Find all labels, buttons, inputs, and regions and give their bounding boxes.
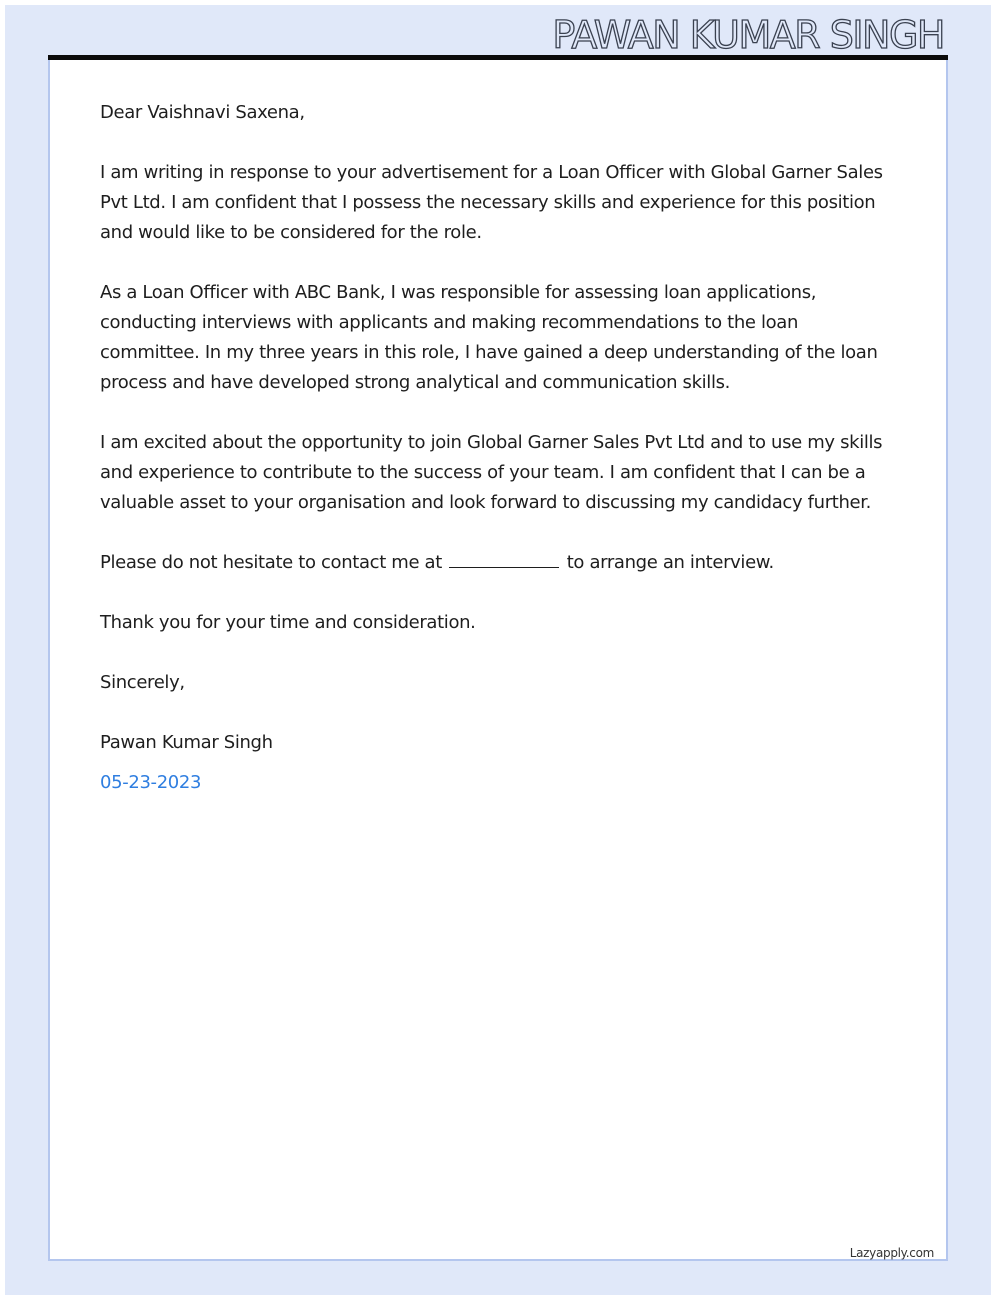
letter-date: 05-23-2023 bbox=[100, 772, 202, 793]
closing: Sincerely, bbox=[100, 672, 185, 693]
applicant-name-heading: PAWAN KUMAR SINGH bbox=[552, 13, 944, 57]
paragraph-intro: I am writing in response to your advertisement for a Loan Officer with Global Garner Sales Pvt Ltd. I am confident that I possess the necessary skills and experience for this position and would like to be considered for the role. bbox=[100, 162, 883, 243]
contact-blank-line bbox=[449, 549, 559, 568]
footer-brand: Lazyapply.com bbox=[849, 1246, 934, 1260]
paragraph-contact bbox=[100, 548, 900, 578]
letter-body bbox=[100, 98, 900, 798]
contact-text-after: to arrange an interview. bbox=[566, 552, 774, 573]
signature-name: Pawan Kumar Singh bbox=[100, 732, 273, 753]
paragraph-motivation: I am excited about the opportunity to join Global Garner Sales Pvt Ltd and to use my skills and experience to contribute to the success of your team. I am confident that I can be a valuable asset to your organisation and look forward to discussing my candidacy further. bbox=[100, 432, 883, 513]
paragraph-experience: As a Loan Officer with ABC Bank, I was responsible for assessing loan applications, conducting interviews with applicants and making recommendations to the loan committee. In my three years in this role, I have gained a deep understanding of the loan process and have developed strong analytical and communication skills. bbox=[100, 282, 878, 393]
paragraph-thanks: Thank you for your time and consideration. bbox=[100, 612, 476, 633]
contact-text-before: Please do not hesitate to contact me at bbox=[100, 552, 442, 573]
salutation: Dear Vaishnavi Saxena, bbox=[100, 102, 305, 123]
